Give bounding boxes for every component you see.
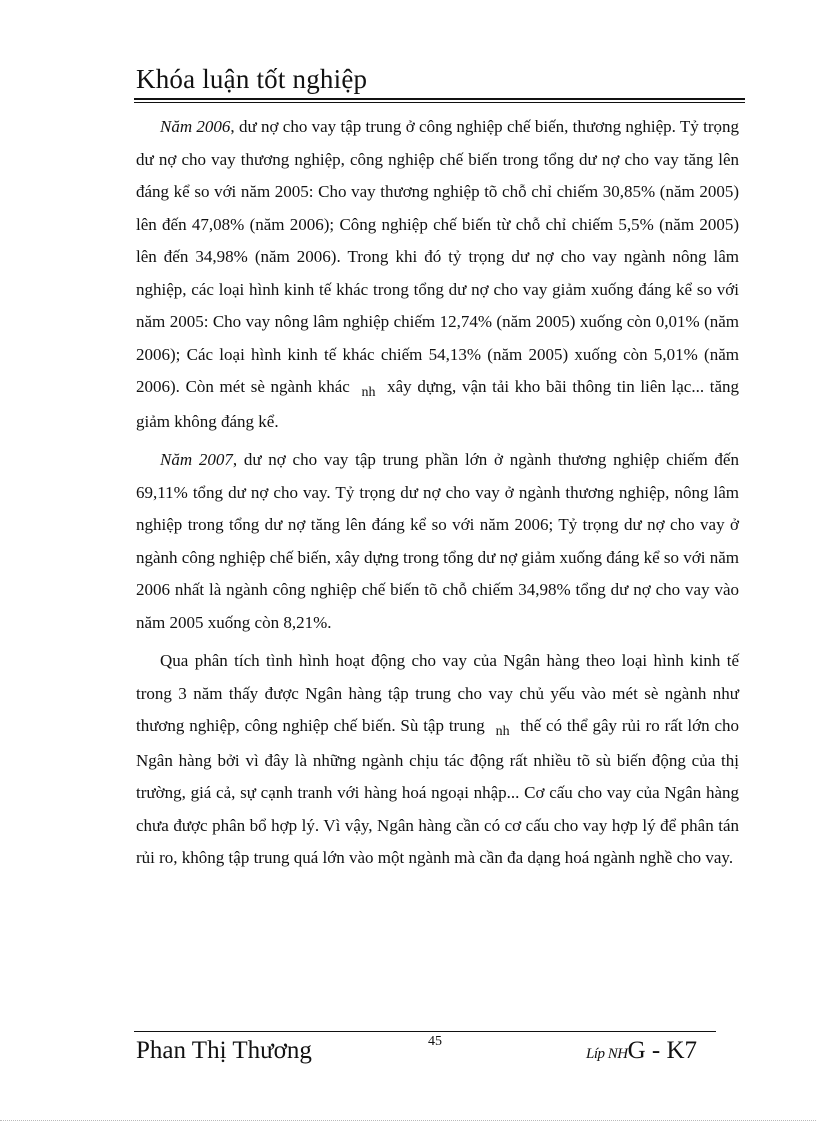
- paragraph-year-2007: Năm 2007: [160, 450, 233, 469]
- paragraph-analysis-text-b: thế có thể gây rủi ro rất lớn cho Ngân hàng bởi vì đây là những ngành chịu tác động rất nhiều tõ sù biến động của thị trường, giá cả, sự cạnh tranh với hàng hoá ngoại nhập... Cơ cấu cho vay của Ngân hàng chưa được phân bổ hợp lý. Vì vậy, Ngân hàng cần có cơ cấu cho vay hợp lý để phân tán rủi ro, không tập trung quá lớn vào một ngành mà cần đa dạng hoá ngành nghề cho vay.: [136, 716, 739, 867]
- header-rule-thick: [134, 98, 745, 100]
- paragraph-2006: [136, 111, 739, 438]
- document-header-title: Khóa luận tốt nghiệp: [136, 64, 368, 94]
- paragraph-analysis-text-a: Qua phân tích tình hình hoạt động cho vay của Ngân hàng theo loại hình kinh tế trong 3 năm thấy được Ngân hàng tập trung cho vay chủ yếu vào mét sè ngành như thương nghiệp, công nghiệp chế biến. Sù tập trung: [136, 651, 739, 735]
- paragraph-2006-nh-fragment: nh: [361, 385, 376, 400]
- document-body: [136, 111, 739, 881]
- footer-class-label: [586, 1037, 697, 1065]
- header-rule-thin: [134, 102, 745, 103]
- page-bottom-border: [0, 1120, 816, 1121]
- paragraph-2006-text-a: , dư nợ cho vay tập trung ở công nghiệp chế biến, thương nghiệp. Tỷ trọng dư nợ cho vay thương nghiệp, công nghiệp chế biến trong tổng dư nợ cho vay tăng lên đáng kể so với năm 2005: Cho vay thương nghiệp tõ chỗ chỉ chiếm 30,85% (năm 2005) lên đến 47,08% (năm 2006); Công nghiệp chế biến từ chỗ chỉ chiếm 5,5% (năm 2005) lên đến 34,98% (năm 2006). Trong khi đó tỷ trọng dư nợ cho vay ngành nông lâm nghiệp, các loại hình kinh tế khác trong tổng dư nợ cho vay giảm xuống đáng kể so với năm 2005: Cho vay nông lâm nghiệp chiếm 12,74% (năm 2005) xuống còn 0,01% (năm 2006); Các loại hình kinh tế khác chiếm 54,13% (năm 2005) xuống còn 5,01% (năm 2006). Còn mét sè ngành khác: [136, 117, 739, 396]
- paragraph-year-2006: Năm 2006: [160, 117, 231, 136]
- footer-class-code: G - K7: [627, 1037, 698, 1064]
- paragraph-2007-text: , dư nợ cho vay tập trung phần lớn ở ngành thương nghiệp chiếm đến 69,11% tổng dư nợ cho vay. Tỷ trọng dư nợ cho vay ở ngành thương nghiệp, nông lâm nghiệp trong tổng dư nợ tăng lên đáng kể so với năm 2006; Tỷ trọng dư nợ cho vay ở ngành công nghiệp chế biến, xây dựng trong tổng dư nợ giảm xuống đáng kể so với năm 2006 nhất là ngành công nghiệp chế biến tõ chỗ chiếm 34,98% tổng dư nợ cho vay vào năm 2005 xuống còn 8,21%.: [136, 450, 739, 632]
- page-number: 45: [428, 1034, 442, 1049]
- paragraph-analysis: [136, 645, 739, 875]
- footer-rule: [134, 1031, 716, 1032]
- footer-class-script: Líp NH: [586, 1046, 628, 1062]
- paragraph-2006-text-b: xây dựng, vận tải kho bãi thông tin liên lạc... tăng giảm không đáng kể.: [136, 377, 740, 431]
- paragraph-analysis-nh-fragment: nh: [495, 724, 510, 739]
- footer-author-name: Phan Thị Thương: [136, 1037, 312, 1064]
- paragraph-2007: [136, 444, 739, 639]
